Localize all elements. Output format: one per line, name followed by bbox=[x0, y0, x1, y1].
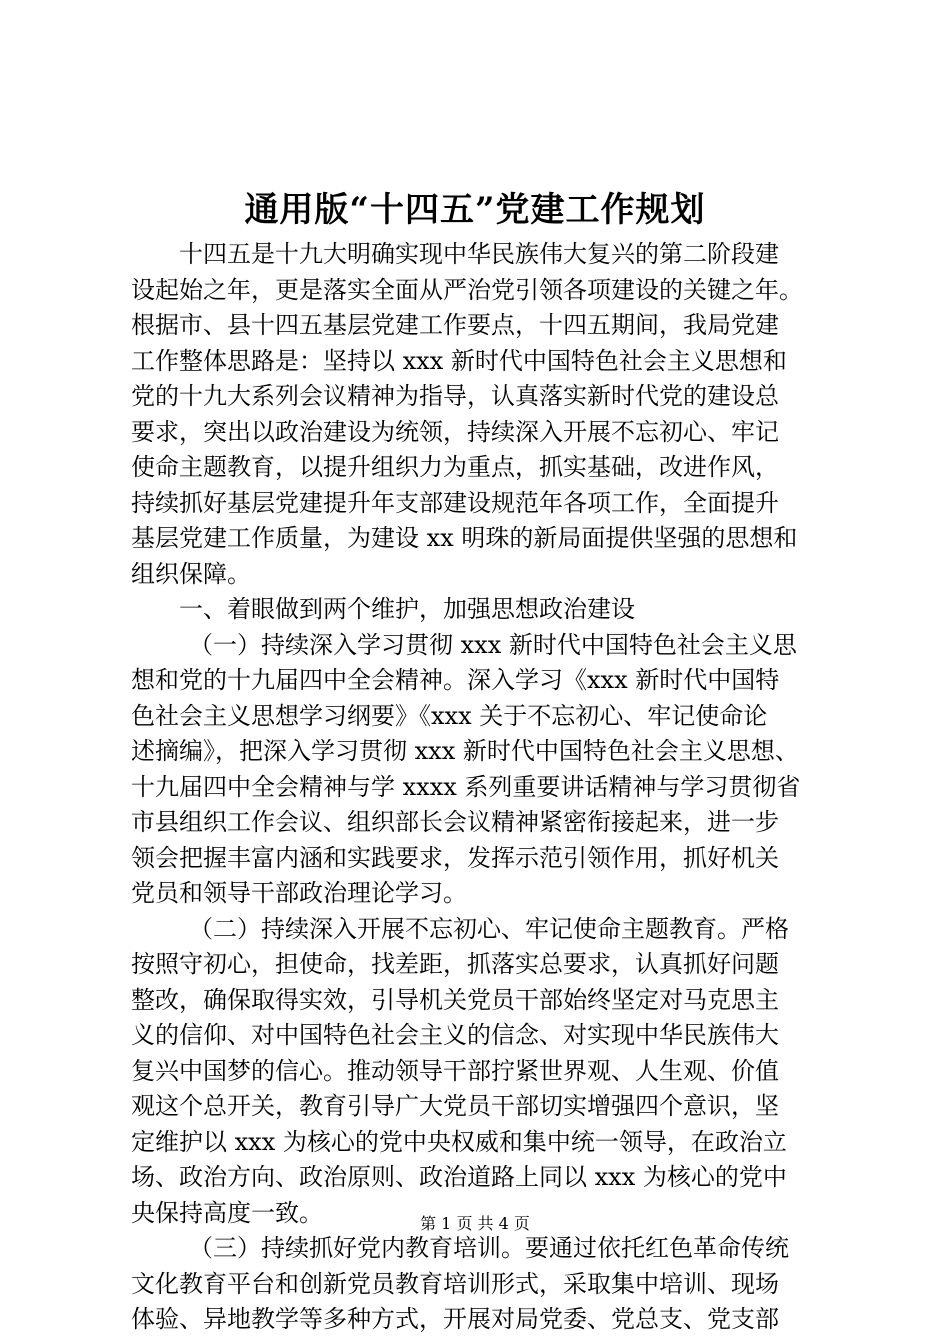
text-line: 市县组织工作会议、组织部长会议精神紧密衔接起来，进一步 bbox=[131, 808, 779, 836]
text-line: 使命主题教育，以提升组织力为重点，抓实基础，改进作风， bbox=[131, 453, 779, 481]
text-line: 十四五是十九大明确实现中华民族伟大复兴的第二阶段建 bbox=[179, 240, 779, 268]
section-heading: 一、着眼做到两个维护，加强思想政治建设 bbox=[179, 595, 635, 623]
text-line: 体验、异地教学等多种方式，开展对局党委、党总支、党支部 bbox=[131, 1305, 779, 1333]
document-title: 通用版“十四五”党建工作规划 bbox=[244, 190, 706, 230]
text-line: 复兴中国梦的信心。推动领导干部拧紧世界观、人生观、价值 bbox=[131, 1056, 779, 1085]
text-line: 十九届四中全会精神与学 xxxx 系列重要讲话精神与学习贯彻省 bbox=[131, 772, 801, 801]
text-line: 工作整体思路是：坚持以 xxx 新时代中国特色社会主义思想和 bbox=[131, 346, 787, 375]
text-line: 场、政治方向、政治原则、政治道路上同以 xxx 为核心的党中 bbox=[131, 1163, 787, 1191]
text-line: 整改，确保取得实效，引导机关党员干部始终坚定对马克思主 bbox=[131, 985, 779, 1014]
text-line: （二）持续深入开展不忘初心、牢记使命主题教育。严格 bbox=[189, 914, 789, 943]
text-line: 根据市、县十四五基层党建工作要点，十四五期间，我局党建 bbox=[131, 311, 779, 339]
text-line: 观这个总开关，教育引导广大党员干部切实增强四个意识，坚 bbox=[131, 1092, 779, 1120]
text-line: 组织保障。 bbox=[131, 559, 251, 588]
text-line: 义的信仰、对中国特色社会主义的信念、对实现中华民族伟大 bbox=[131, 1021, 779, 1049]
text-line: 领会把握丰富内涵和实践要求，发挥示范引领作用，抓好机关 bbox=[131, 843, 779, 872]
text-line: 央保持高度一致。 bbox=[131, 1198, 323, 1227]
text-line: 想和党的十九届四中全会精神。深入学习《xxx 新时代中国特 bbox=[131, 666, 780, 694]
text-line: 按照守初心，担使命，找差距，抓落实总要求，认真抓好问题 bbox=[131, 950, 779, 978]
text-line: 党员和领导干部政治理论学习。 bbox=[131, 879, 467, 907]
text-line: 文化教育平台和创新党员教育培训形式，采取集中培训、现场 bbox=[131, 1269, 779, 1298]
page-footer: 第 1 页 共 4 页 bbox=[420, 1214, 530, 1233]
document-body bbox=[131, 237, 851, 1338]
text-line: 持续抓好基层党建提升年支部建设规范年各项工作，全面提升 bbox=[131, 488, 779, 517]
text-line: 色社会主义思想学习纲要》《xxx 关于不忘初心、牢记使命论 bbox=[131, 701, 768, 730]
text-line: （三）持续抓好党内教育培训。要通过依托红色革命传统 bbox=[189, 1234, 789, 1262]
text-line: 党的十九大系列会议精神为指导，认真落实新时代党的建设总 bbox=[131, 382, 779, 410]
text-line: 设起始之年，更是落实全面从严治党引领各项建设的关键之年。 bbox=[131, 275, 803, 304]
text-line: （一）持续深入学习贯彻 xxx 新时代中国特色社会主义思 bbox=[189, 630, 797, 659]
text-line: 基层党建工作质量，为建设 xx 明珠的新局面提供坚强的思想和 bbox=[131, 524, 798, 552]
text-line: 要求，突出以政治建设为统领，持续深入开展不忘初心、牢记 bbox=[131, 417, 779, 446]
text-line: 述摘编》，把深入学习贯彻 xxx 新时代中国特色社会主义思想、 bbox=[131, 737, 799, 765]
text-line: 定维护以 xxx 为核心的党中央权威和集中统一领导，在政治立 bbox=[131, 1127, 787, 1156]
